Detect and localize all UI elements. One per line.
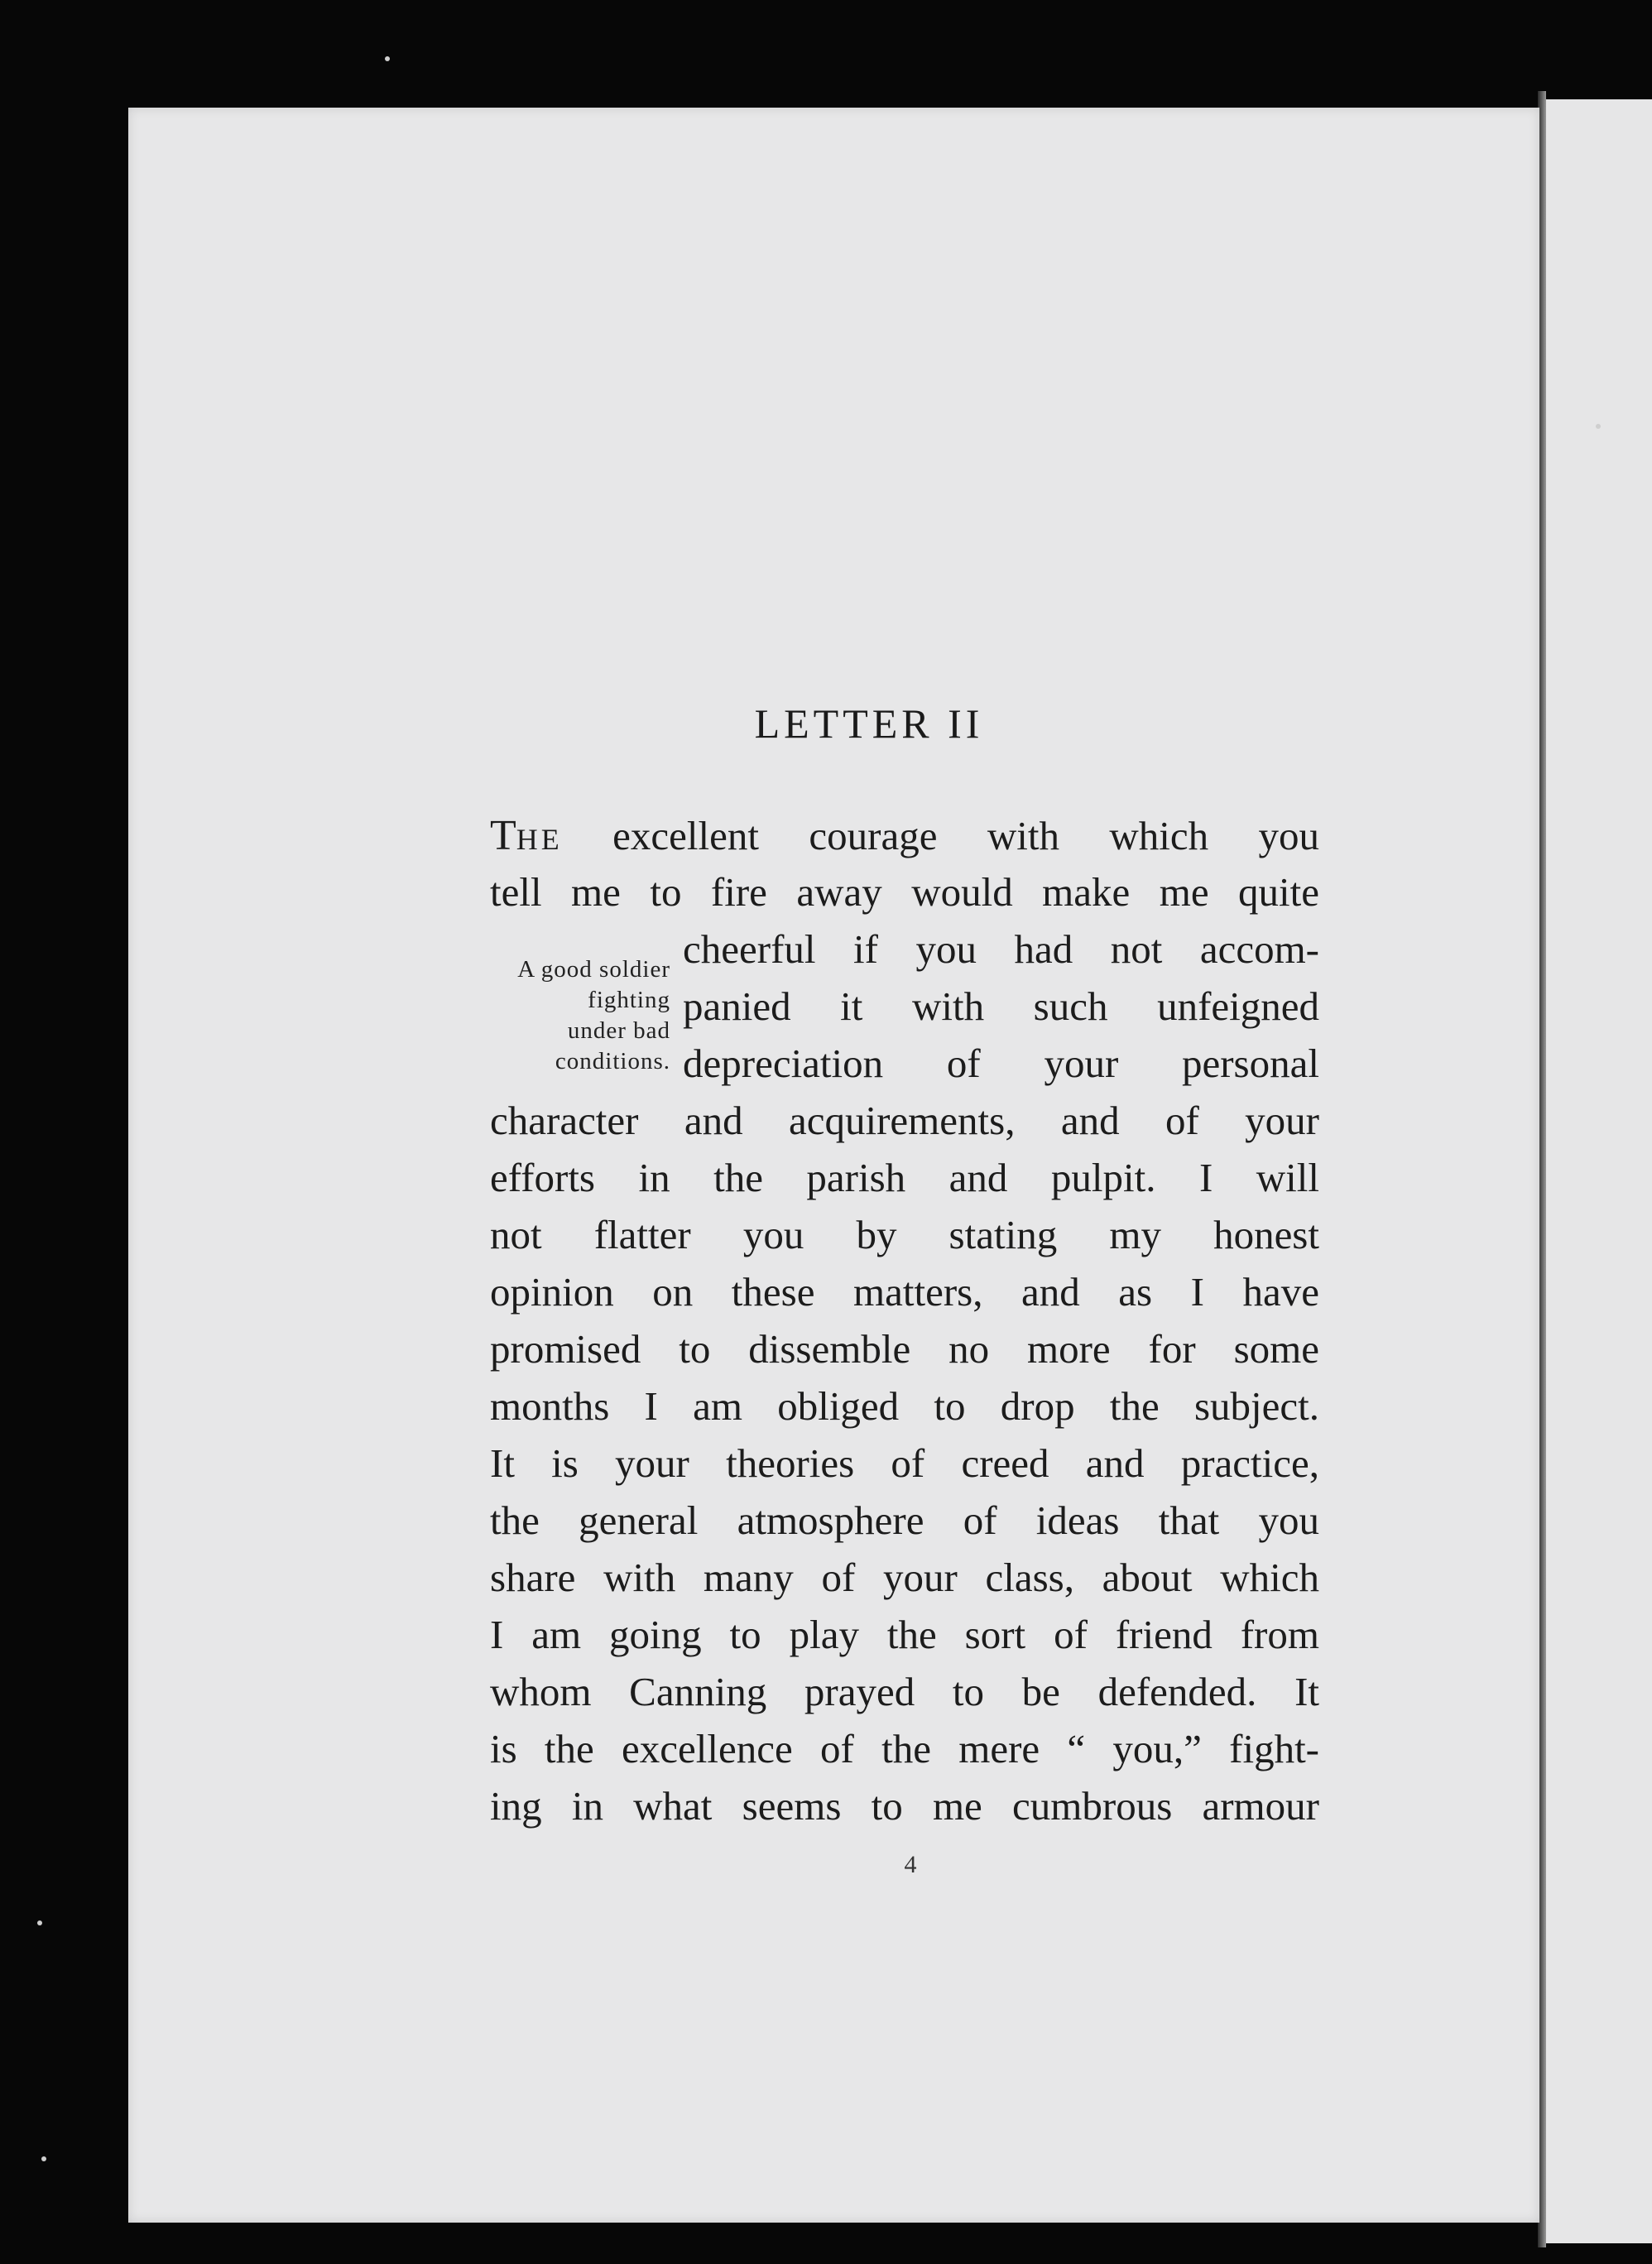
- body-line: months I am obliged to drop the subject.: [490, 1383, 1319, 1429]
- marginal-note-line: under bad: [567, 1017, 670, 1044]
- body-line: share with many of your class, about which: [490, 1555, 1319, 1600]
- body-line: efforts in the parish and pulpit. I will: [490, 1155, 1319, 1200]
- marginal-note-line: fighting: [588, 987, 670, 1013]
- body-line: cheerful if you had not accom-: [683, 926, 1319, 972]
- page-number: 4: [904, 1851, 917, 1878]
- body-line: It is your theories of creed and practice,: [490, 1440, 1319, 1486]
- facing-page-edge: [1544, 99, 1652, 2243]
- body-line-text: excellent courage with which you: [562, 813, 1319, 858]
- body-line: is the excellence of the mere “ you,” fight-: [490, 1726, 1319, 1771]
- body-line: tell me to fire away would make me quite: [490, 869, 1319, 915]
- marginal-note-line: A good soldier: [517, 956, 670, 983]
- scan-speck: [1596, 424, 1601, 429]
- body-line: depreciation of your personal: [683, 1041, 1319, 1086]
- lead-capital: T: [490, 812, 516, 859]
- scan-speck: [37, 1920, 42, 1925]
- body-line: ing in what seems to me cumbrous armour: [490, 1783, 1319, 1829]
- body-line: whom Canning prayed to be defended. It: [490, 1669, 1319, 1714]
- body-line: [490, 811, 1319, 860]
- lead-small-caps: HE: [516, 823, 563, 856]
- body-line: panied it with such unfeigned: [683, 983, 1319, 1029]
- scan-speck: [385, 56, 390, 61]
- body-line: the general atmosphere of ideas that you: [490, 1497, 1319, 1543]
- marginal-note: [463, 954, 670, 1077]
- marginal-note-line: conditions.: [555, 1048, 670, 1074]
- body-line: character and acquirements, and of your: [490, 1098, 1319, 1143]
- body-line: promised to dissemble no more for some: [490, 1326, 1319, 1372]
- body-line: not flatter you by stating my honest: [490, 1212, 1319, 1257]
- body-line: I am going to play the sort of friend from: [490, 1612, 1319, 1657]
- letter-heading: LETTER II: [754, 700, 984, 747]
- body-line: opinion on these matters, and as I have: [490, 1269, 1319, 1315]
- scan-speck: [41, 2156, 46, 2161]
